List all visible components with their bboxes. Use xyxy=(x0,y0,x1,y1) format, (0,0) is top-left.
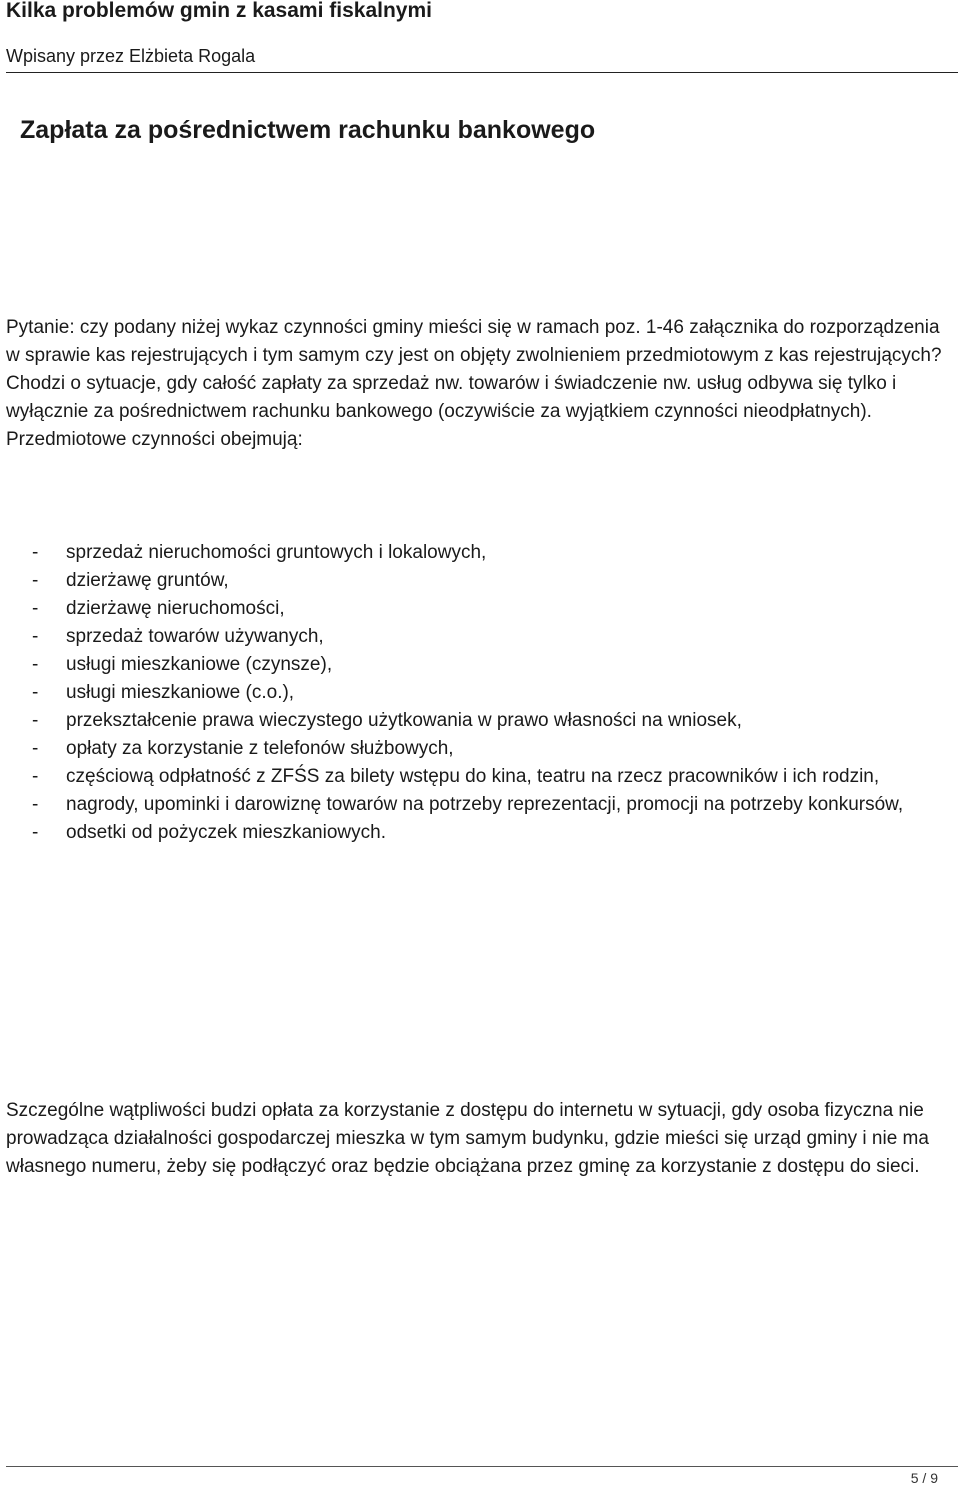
activity-list xyxy=(6,539,956,847)
list-item xyxy=(6,763,956,791)
list-item xyxy=(6,567,956,595)
doubt-paragraph: Szczególne wątpliwości budzi opłata za korzystanie z dostępu do internetu w sytuacji, gdy osoba fizyczna nie prowadząca działalności gospodarczej mieszka w tym samym budynku, gdzie mieści się urząd gminy i nie ma własnego numeru, żeby się podłączyć oraz będzie obciążana przez gminę za korzystanie z dostępu do sieci. xyxy=(6,1100,929,1177)
section-heading: Zapłata za pośrednictwem rachunku bankowego xyxy=(20,116,596,144)
question-paragraph: Pytanie: czy podany niżej wykaz czynności gminy mieści się w ramach poz. 1-46 załącznika do rozporządzenia w sprawie kas rejestrujących i tym samym czy jest on objęty zwolnieniem przedmiotowym z kas rejestrujących? Chodzi o sytuacje, gdy całość zapłaty za sprzedaż nw. towarów i świadczenie nw. usług odbywa się tylko i wyłącznie za pośrednictwem rachunku bankowego (oczywiście za wyjątkiem czynności nieodpłatnych). Przedmiotowe czynności obejmują: xyxy=(6,317,942,450)
list-marker: - xyxy=(32,710,39,731)
list-marker: - xyxy=(32,598,39,619)
list-item-text: usługi mieszkaniowe (c.o.), xyxy=(66,682,295,703)
list-marker: - xyxy=(32,570,39,591)
list-item xyxy=(6,539,956,567)
list-marker: - xyxy=(32,682,39,703)
page-number: 5 / 9 xyxy=(910,1470,938,1486)
list-item-text: nagrody, upominki i darowiznę towarów na potrzeby reprezentacji, promocji na potrzeby konkursów, xyxy=(66,794,904,815)
list-item xyxy=(6,735,956,763)
list-item-text: odsetki od pożyczek mieszkaniowych. xyxy=(66,822,386,843)
header-divider xyxy=(6,72,958,73)
list-item xyxy=(6,595,956,623)
list-marker: - xyxy=(32,794,39,815)
list-item-text: sprzedaż towarów używanych, xyxy=(66,626,324,647)
document-title: Kilka problemów gmin z kasami fiskalnymi xyxy=(6,0,432,22)
list-item xyxy=(6,819,956,847)
list-item-text: przekształcenie prawa wieczystego użytkowania w prawo własności na wniosek, xyxy=(66,710,742,731)
list-item-text: usługi mieszkaniowe (czynsze), xyxy=(66,654,333,675)
list-item-text: sprzedaż nieruchomości gruntowych i lokalowych, xyxy=(66,542,487,563)
list-item-text: dzierżawę nieruchomości, xyxy=(66,598,285,619)
list-marker: - xyxy=(32,626,39,647)
list-item-text: dzierżawę gruntów, xyxy=(66,570,229,591)
list-item-text: częściową odpłatność z ZFŚS za bilety wstępu do kina, teatru na rzecz pracowników i ich rodzin, xyxy=(66,766,880,787)
list-item xyxy=(6,707,956,735)
list-item xyxy=(6,623,956,651)
list-marker: - xyxy=(32,766,39,787)
list-marker: - xyxy=(32,738,39,759)
list-item-text: opłaty za korzystanie z telefonów służbowych, xyxy=(66,738,454,759)
list-item xyxy=(6,679,956,707)
list-marker: - xyxy=(32,542,39,563)
list-marker: - xyxy=(32,822,39,843)
footer-divider xyxy=(6,1466,958,1467)
list-marker: - xyxy=(32,654,39,675)
list-item xyxy=(6,791,956,819)
author-line: Wpisany przez Elżbieta Rogala xyxy=(6,46,256,66)
list-item xyxy=(6,651,956,679)
